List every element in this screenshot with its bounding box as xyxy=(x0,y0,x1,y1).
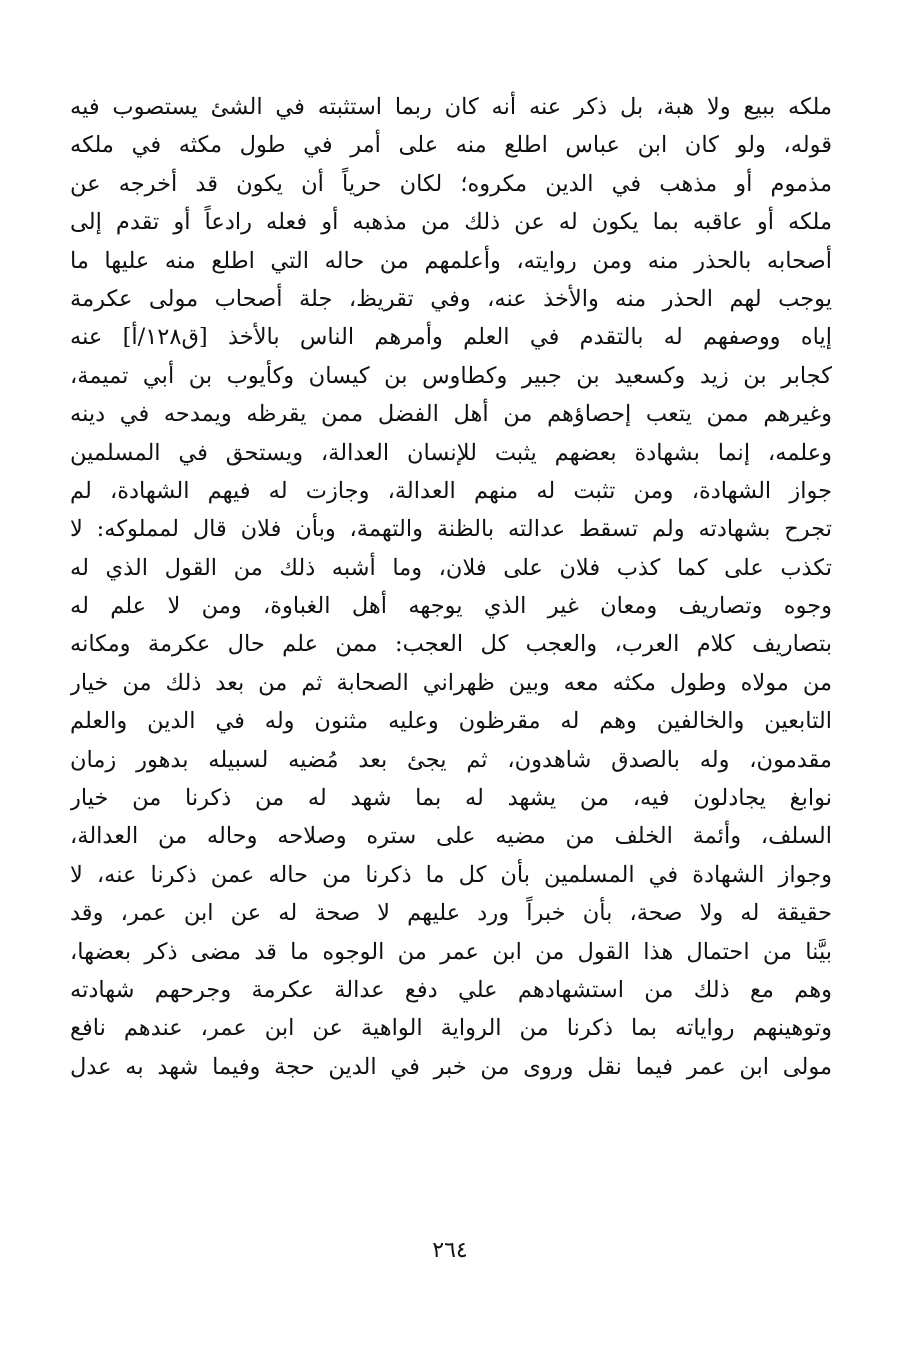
text-line: جواز الشهادة، ومن تثبت له منهم العدالة، وجازت له فيهم الشهادة، لم xyxy=(70,477,832,504)
text-line: التابعين والخالفين وهم له مقرظون وعليه مثنون وله في الدين والعلم xyxy=(70,708,832,735)
text-line: بتصاريف كلام العرب، والعجب كل العجب: ممن علم حال عكرمة ومكانه xyxy=(70,631,832,658)
text-line: بيَّنا من احتمال هذا القول من ابن عمر من الوجوه ما قد مضى ذكر بعضها، xyxy=(70,938,832,965)
text-line: السلف، وأئمة الخلف من مضيه على ستره وصلاحه وحاله من العدالة، xyxy=(70,823,832,850)
text-line: حقيقة له ولا صحة، بأن خبراً ورد عليهم لا صحة له عن ابن عمر، وقد xyxy=(70,900,832,927)
text-line: وغيرهم ممن يتعب إحصاؤهم من أهل الفضل ممن يقرظه ويمدحه في دينه xyxy=(70,401,832,428)
text-line: أصحابه بالحذر منه ومن روايته، وأعلمهم من حاله التي اطلع منه عليها ما xyxy=(70,247,832,274)
text-line: وجوه وتصاريف ومعان غير الذي يوجهه أهل الغباوة، ومن لا علم له xyxy=(70,593,832,620)
text-line: إياه ووصفهم له بالتقدم في العلم وأمرهم الناس بالأخذ [ق١٢٨/أ] عنه xyxy=(70,324,832,351)
text-line: وعلمه، إنما بشهادة بعضهم يثبت للإنسان العدالة، ويستحق في المسلمين xyxy=(70,439,832,466)
page-number: ٢٦٤ xyxy=(432,1238,468,1263)
text-line: كجابر بن زيد وكسعيد بن جبير وكطاوس بن كيسان وكأيوب بن أبي تميمة، xyxy=(70,362,832,389)
text-line: مولى ابن عمر فيما نقل وروى من خبر في الدين حجة وفيما شهد به عدل xyxy=(70,1053,832,1080)
text-line: ملكه أو عاقبه بما يكون له عن ذلك من مذهبه أو فعله رادعاً أو تقدم إلى xyxy=(70,209,832,236)
text-line: نوابغ يجادلون فيه، من يشهد له بما شهد له من ذكرنا من خيار xyxy=(70,785,832,812)
body-text xyxy=(70,88,832,1086)
text-line: قوله، ولو كان ابن عباس اطلع منه على أمر في طول مكثه في ملكه xyxy=(70,132,832,159)
text-line: من مولاه وطول مكثه معه وبين ظهراني الصحابة ثم من بعد ذلك من خيار xyxy=(70,669,832,696)
text-line: مذموم أو مذهب في الدين مكروه؛ لكان حرياً أن يكون قد أخرجه عن xyxy=(70,170,832,197)
text-line: وجواز الشهادة في المسلمين بأن كل ما ذكرنا من حاله عمن ذكرنا عنه، لا xyxy=(70,861,832,888)
text-line: وهم مع ذلك من استشهادهم علي دفع عدالة عكرمة وجرحهم شهادته xyxy=(70,976,832,1003)
text-line: وتوهينهم رواياته بما ذكرنا من الرواية الواهية عن ابن عمر، عندهم نافع xyxy=(70,1015,832,1042)
text-line: تكذب على كما كذب فلان على فلان، وما أشبه ذلك من القول الذي له xyxy=(70,554,832,581)
text-line: ملكه ببيع ولا هبة، بل ذكر عنه أنه كان ربما استثبته في الشئ يستصوب فيه xyxy=(70,94,832,120)
text-line: تجرح بشهادته ولم تسقط عدالته بالظنة والتهمة، وبأن فلان قال لمملوكه: لا xyxy=(70,516,832,543)
text-line: مقدمون، وله بالصدق شاهدون، ثم يجئ بعد مُضيه لسبيله بدهور زمان xyxy=(70,746,832,773)
text-line: يوجب لهم الحذر منه والأخذ عنه، وفي تقريظ، جلة أصحاب مولى عكرمة xyxy=(70,285,832,312)
